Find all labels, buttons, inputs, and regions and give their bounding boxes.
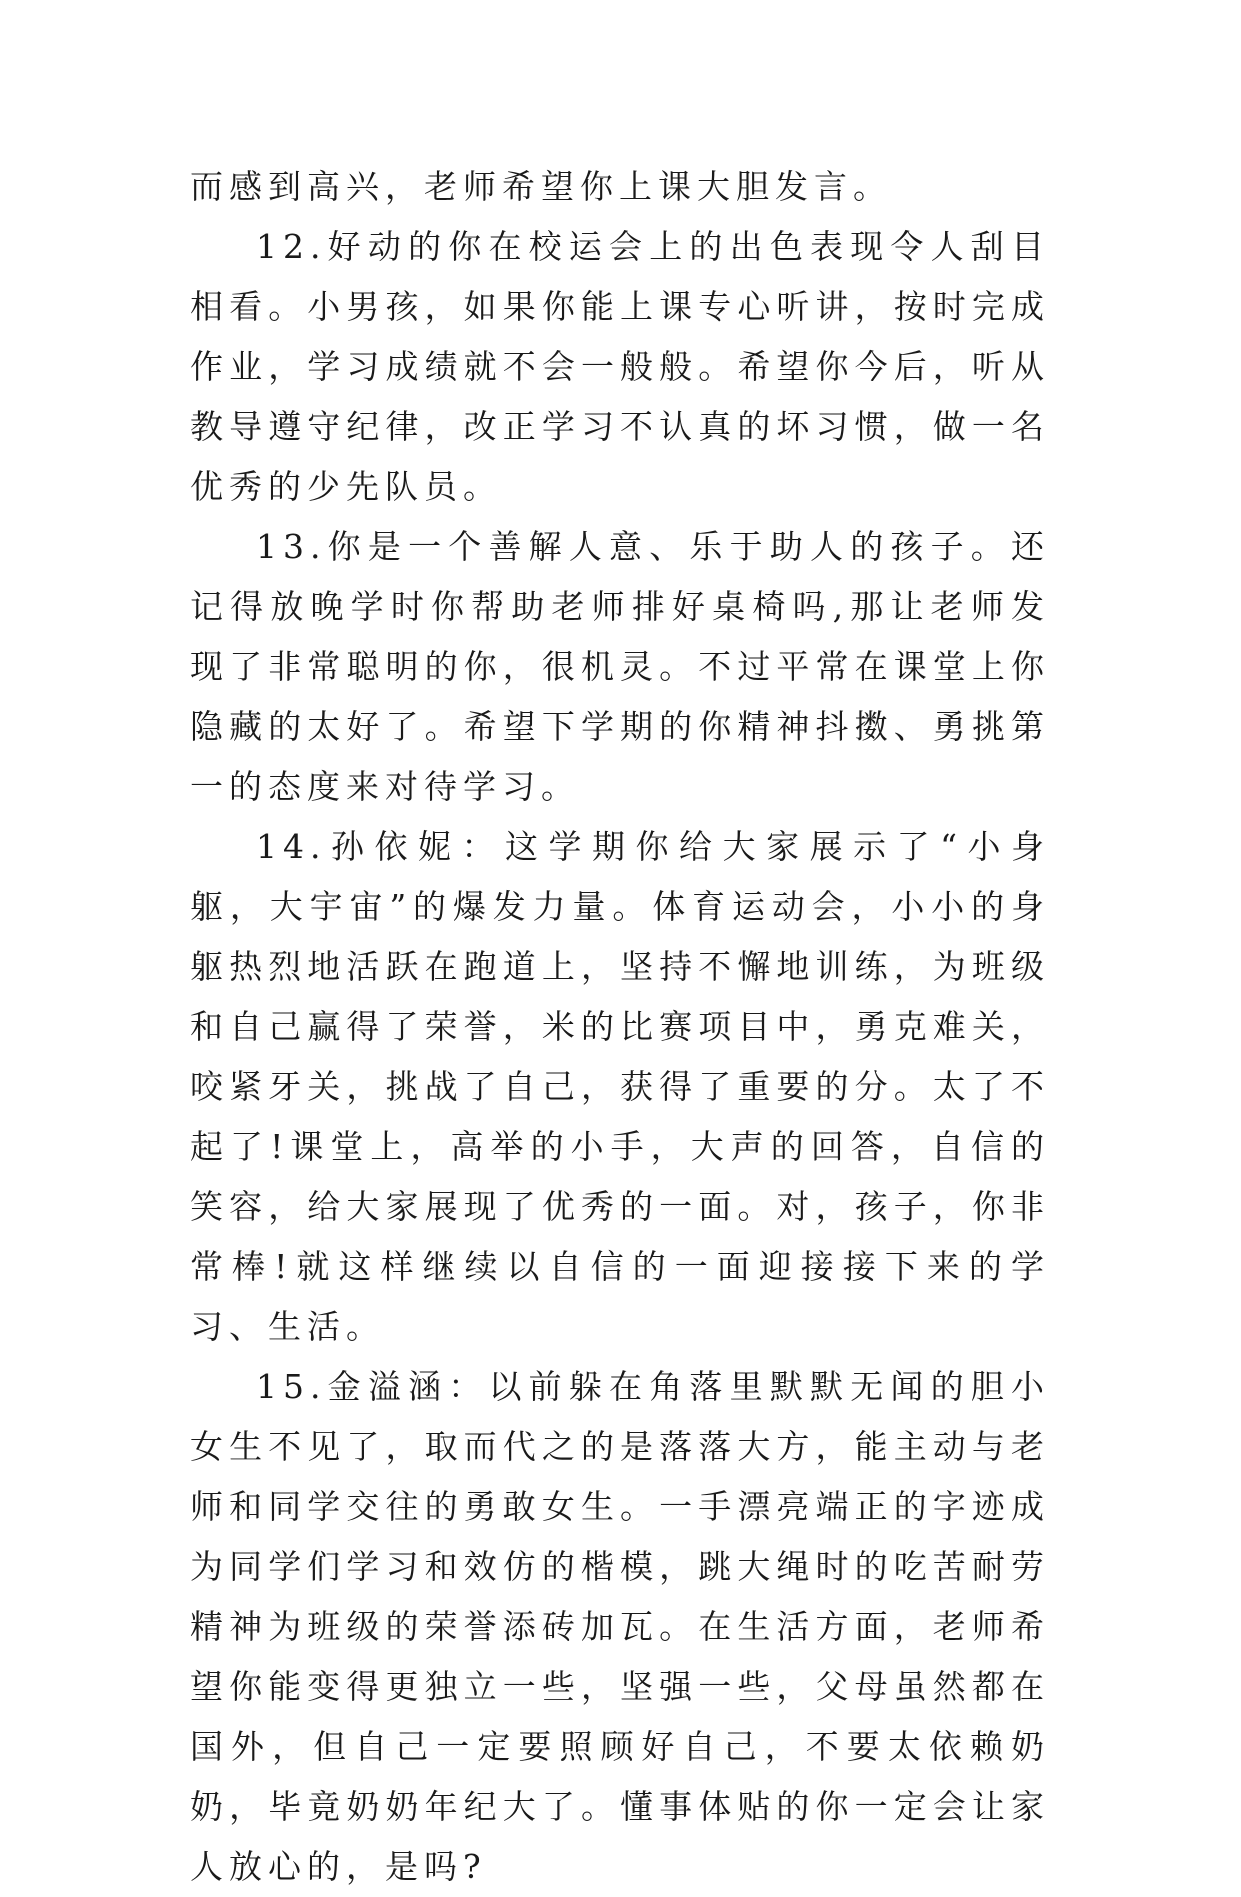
paragraph-comment-15: 15.金溢涵：以前躲在角落里默默无闻的胆小女生不见了，取而代之的是落落大方，能主动与老师和同学交往的勇敢女生。一手漂亮端正的字迹成为同学们学习和效仿的楷模，跳大绳时的吃苦耐劳精神为班级的荣誉添砖加瓦。在生活方面，老师希望你能变得更独立一些，坚强一些，父母虽然都在国外，但自己一定要照顾好自己，不要太依赖奶奶，毕竟奶奶年纪大了。懂事体贴的你一定会让家人放心的，是吗? bbox=[190, 1367, 1050, 1886]
document-body bbox=[190, 157, 1050, 1897]
paragraph-continuation: 而感到高兴，老师希望你上课大胆发言。 bbox=[190, 167, 892, 206]
paragraph-comment-12: 12.好动的你在校运会上的出色表现令人刮目相看。小男孩，如果你能上课专心听讲，按时完成作业，学习成绩就不会一般般。希望你今后，听从教导遵守纪律，改正学习不认真的坏习惯，做一名优秀的少先队员。 bbox=[190, 227, 1050, 506]
paragraph-comment-13: 13.你是一个善解人意、乐于助人的孩子。还记得放晚学时你帮助老师排好桌椅吗,那让老师发现了非常聪明的你，很机灵。不过平常在课堂上你隐藏的太好了。希望下学期的你精神抖擞、勇挑第一的态度来对待学习。 bbox=[190, 527, 1050, 806]
paragraph-comment-14: 14.孙依妮：这学期你给大家展示了“小身躯，大宇宙”的爆发力量。体育运动会，小小的身躯热烈地活跃在跑道上，坚持不懈地训练，为班级和自己赢得了荣誉，米的比赛项目中，勇克难关，咬紧牙关，挑战了自己，获得了重要的分。太了不起了!课堂上，高举的小手，大声的回答，自信的笑容，给大家展现了优秀的一面。对，孩子，你非常棒!就这样继续以自信的一面迎接接下来的学习、生活。 bbox=[190, 827, 1050, 1346]
